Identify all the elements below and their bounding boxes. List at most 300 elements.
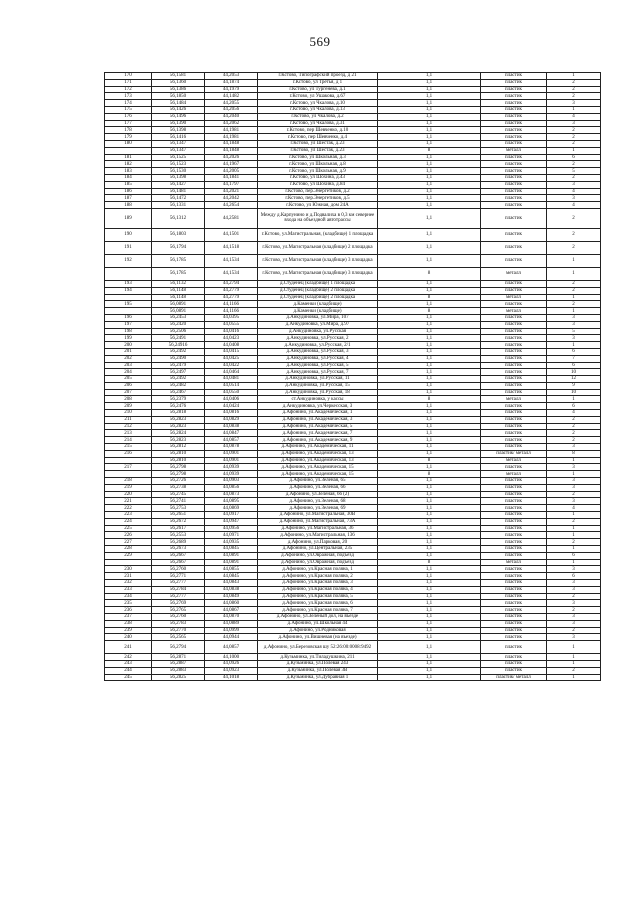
latitude: 56,0891	[152, 308, 205, 315]
latitude: 56,0891	[152, 301, 205, 308]
table-row	[105, 430, 601, 437]
material: пластик	[481, 195, 547, 202]
longitude: 44,1518	[205, 241, 258, 254]
material: металл	[481, 396, 547, 403]
longitude: 44,0947	[205, 518, 258, 525]
container-count: 10	[547, 369, 601, 376]
row-number: 179	[105, 134, 152, 141]
material: пластик	[481, 202, 547, 209]
longitude: 44,0555	[205, 321, 258, 328]
latitude: 56,2479	[152, 362, 205, 369]
latitude: 56,2753	[152, 505, 205, 512]
latitude: 56,1472	[152, 195, 205, 202]
table-row	[105, 559, 601, 566]
row-number: 203	[105, 362, 152, 369]
longitude: 44,1979	[205, 86, 258, 93]
longitude: 44,0843	[205, 580, 258, 587]
address: д.Афонино, ул.Зеленый дол, на въезде	[258, 613, 378, 620]
address: д.Афонино, ул.Зеленая, 69	[258, 505, 378, 512]
material: пластик	[481, 613, 547, 620]
volume: 1,1	[378, 512, 481, 519]
latitude: 56,2420	[152, 321, 205, 328]
volume: 1,1	[378, 348, 481, 355]
address: д.Афонино, ул.Овражная, подъезд	[258, 559, 378, 566]
volume: 1,1	[378, 416, 481, 423]
volume: 1,1	[378, 376, 481, 383]
row-number: 215	[105, 444, 152, 451]
row-number: 195	[105, 301, 152, 308]
material: металл	[481, 147, 547, 154]
material: пластик	[481, 208, 547, 228]
table-row	[105, 512, 601, 519]
latitude: 56,2825	[152, 674, 205, 681]
row-number: 189	[105, 208, 152, 228]
row-number: 225	[105, 525, 152, 532]
address: д.Афонино, ул.Академическая, 3	[258, 416, 378, 423]
volume: 1,1	[378, 106, 481, 113]
address: д.Афонино, ул.Академическая, 15	[258, 464, 378, 471]
longitude: 44,0415	[205, 348, 258, 355]
material: пластик	[481, 464, 547, 471]
volume: 1,1	[378, 444, 481, 451]
row-number: 219	[105, 484, 152, 491]
table-row	[105, 335, 601, 342]
address: г.Кстово, пер.Энергетиков, д.5	[258, 195, 378, 202]
material: пластик	[481, 335, 547, 342]
address: д.Каменки (кладбище)	[258, 301, 378, 308]
volume: 1,1	[378, 660, 481, 667]
container-count: 1	[547, 267, 601, 280]
row-number: 229	[105, 552, 152, 559]
latitude: 56,1427	[152, 181, 205, 188]
container-count: 1	[547, 660, 601, 667]
container-count: 2	[547, 93, 601, 100]
row-number: 221	[105, 498, 152, 505]
volume: 1,1	[378, 328, 481, 335]
material: пластик	[481, 498, 547, 505]
address: г.Кстово, ул Тургенева, д.1	[258, 86, 378, 93]
address: Между д.Карпунино и д.Подвалиха в 0,3 км севернее входа на объездной автотрассы	[258, 208, 378, 228]
address: д.Студенец (кладбище) 1 площадка	[258, 280, 378, 287]
container-count: 1	[547, 396, 601, 403]
row-number: 193	[105, 280, 152, 287]
material: пластик	[481, 437, 547, 444]
address: г.Кстово, ул Шестак, д.23	[258, 147, 378, 154]
volume: 1,1	[378, 113, 481, 120]
material: пластик	[481, 241, 547, 254]
material: пластик	[481, 382, 547, 389]
address: д.Афонино, ул.Вишневая (на въезде)	[258, 634, 378, 641]
table-row	[105, 106, 601, 113]
volume: 1,1	[378, 369, 481, 376]
volume: 1,1	[378, 120, 481, 127]
latitude: 56,1803	[152, 228, 205, 241]
volume: 1,1	[378, 321, 481, 328]
material: пластик	[481, 127, 547, 134]
volume: 1,1	[378, 362, 481, 369]
address: д.Анкудиновка, ул.Мира, 107	[258, 314, 378, 321]
container-count: 2	[547, 287, 601, 294]
volume: 1,1	[378, 546, 481, 553]
address: ст.Анкудиновка, у кассы	[258, 396, 378, 403]
volume: 1,1	[378, 430, 481, 437]
table-row	[105, 396, 601, 403]
container-count: 2	[547, 208, 601, 228]
address: д.Афонино, ул.Школьная 44	[258, 620, 378, 627]
latitude: 56,2506	[152, 328, 205, 335]
table-row	[105, 202, 601, 209]
row-number	[105, 294, 152, 301]
row-number	[105, 559, 152, 566]
row-number: 211	[105, 416, 152, 423]
volume: 1,1	[378, 484, 481, 491]
container-count: 3	[547, 478, 601, 485]
row-number: 198	[105, 328, 152, 335]
container-count: 1	[547, 308, 601, 315]
table-row	[105, 607, 601, 614]
material: пластик	[481, 546, 547, 553]
latitude: 56,1525	[152, 154, 205, 161]
material: пластик	[481, 73, 547, 80]
longitude: 44,2055	[205, 100, 258, 107]
latitude: 56,2497	[152, 369, 205, 376]
volume: 1,1	[378, 355, 481, 362]
longitude: 44,0849	[205, 593, 258, 600]
container-count: 2	[547, 593, 601, 600]
longitude: 44,0406	[205, 396, 258, 403]
volume: 1,1	[378, 254, 481, 267]
table-row	[105, 613, 601, 620]
table-row	[105, 600, 601, 607]
table-row	[105, 301, 601, 308]
address: д.Анкудиновка, ул.Русская, 18	[258, 389, 378, 396]
row-number: 200	[105, 342, 152, 349]
longitude: 44,0550	[205, 389, 258, 396]
table-row	[105, 491, 601, 498]
latitude: 56,2770	[152, 627, 205, 634]
material: пластик	[481, 228, 547, 241]
container-count: 3	[547, 580, 601, 587]
container-count: 2	[547, 86, 601, 93]
container-count: 3	[547, 314, 601, 321]
table-row	[105, 505, 601, 512]
volume: 8	[378, 559, 481, 566]
volume: 1,1	[378, 518, 481, 525]
longitude: 44,1534	[205, 267, 258, 280]
latitude: 56,2823	[152, 423, 205, 430]
row-number: 170	[105, 73, 152, 80]
longitude: 44,0838	[205, 586, 258, 593]
row-number: 240	[105, 634, 152, 641]
material: пластик	[481, 154, 547, 161]
material: пластик	[481, 430, 547, 437]
latitude: 56,2810	[152, 457, 205, 464]
row-number: 244	[105, 667, 152, 674]
latitude: 56,2490	[152, 355, 205, 362]
table-row	[105, 627, 601, 634]
address: д.Анкудиновка, ул.Русская, 3	[258, 348, 378, 355]
table-row	[105, 93, 601, 100]
material: металл	[481, 267, 547, 280]
table-row	[105, 280, 601, 287]
latitude: 56,2617	[152, 525, 205, 532]
row-number: 233	[105, 586, 152, 593]
container-count: 2	[547, 539, 601, 546]
longitude: 44,0870	[205, 613, 258, 620]
volume: 1,1	[378, 539, 481, 546]
material: пластик	[481, 532, 547, 539]
table-row	[105, 308, 601, 315]
material: пластик	[481, 566, 547, 573]
container-count: 12	[547, 376, 601, 383]
table-row	[105, 267, 601, 280]
address: г.Кстово, ул Шохина, д.43	[258, 174, 378, 181]
latitude: 56,2467	[152, 389, 205, 396]
container-count: 3	[547, 120, 601, 127]
table-row	[105, 287, 601, 294]
container-count: 1	[547, 147, 601, 154]
longitude: 44,0424	[205, 403, 258, 410]
container-count: 1	[547, 559, 601, 566]
register-table	[104, 72, 601, 681]
latitude: 56,1426	[152, 106, 205, 113]
latitude: 56,1523	[152, 161, 205, 168]
table-row	[105, 464, 601, 471]
material: пластик	[481, 423, 547, 430]
latitude: 56,2738	[152, 484, 205, 491]
material: пластик	[481, 362, 547, 369]
address: д.Анкудиновка, ул.Мира, д.97	[258, 321, 378, 328]
container-count: 3	[547, 586, 601, 593]
container-count: 2	[547, 437, 601, 444]
row-number: 188	[105, 202, 152, 209]
table-row	[105, 654, 601, 661]
material: пластик	[481, 254, 547, 267]
table-row	[105, 208, 601, 228]
volume: 1,1	[378, 154, 481, 161]
table-row	[105, 444, 601, 451]
address: г.Кстово, ул Шестак, д.23	[258, 140, 378, 147]
latitude: 56,2798	[152, 464, 205, 471]
longitude: 44,0939	[205, 464, 258, 471]
container-count: 1	[547, 654, 601, 661]
address: д.Студенец (кладбище) 2 площадка	[258, 287, 378, 294]
longitude: 44,1166	[205, 301, 258, 308]
longitude: 44,0867	[205, 607, 258, 614]
address: д.Афонино, ул.Березовская шу 52:26:00:0008:9492	[258, 641, 378, 654]
material: пластик	[481, 369, 547, 376]
material: пластик	[481, 627, 547, 634]
address: г.Кстово, пер Шевченко, д.4	[258, 134, 378, 141]
row-number: 181	[105, 154, 152, 161]
row-number: 234	[105, 593, 152, 600]
volume: 1,1	[378, 208, 481, 228]
address: д.Афонино, ул.Парковая, 20	[258, 539, 378, 546]
container-count: 3	[547, 321, 601, 328]
longitude: 44,0903	[205, 478, 258, 485]
address: г.Кстово, ул Чкалова, д.10	[258, 100, 378, 107]
container-count: 2	[547, 301, 601, 308]
container-count: 2	[547, 161, 601, 168]
material: пластик	[481, 660, 547, 667]
table-row	[105, 580, 601, 587]
volume: 1,1	[378, 586, 481, 593]
volume: 1,1	[378, 613, 481, 620]
material: пластик	[481, 106, 547, 113]
table-row	[105, 294, 601, 301]
latitude: 56,1794	[152, 241, 205, 254]
row-number: 186	[105, 188, 152, 195]
table-row	[105, 348, 601, 355]
row-number: 241	[105, 641, 152, 654]
volume: 1,1	[378, 464, 481, 471]
table-row	[105, 450, 601, 457]
latitude: 56,1148	[152, 287, 205, 294]
container-count: 4	[547, 202, 601, 209]
address: д.Афонино, ул.Зеленая, 65	[258, 478, 378, 485]
container-count: 1	[547, 471, 601, 478]
latitude: 56,24916	[152, 342, 205, 349]
latitude: 56,2741	[152, 498, 205, 505]
table-row	[105, 342, 601, 349]
address: д.Афонино, ул.Красная поляна, 2	[258, 573, 378, 580]
table-row	[105, 471, 601, 478]
material: пластик	[481, 113, 547, 120]
material: пластик	[481, 539, 547, 546]
material: металл	[481, 308, 547, 315]
longitude: 44,0856	[205, 484, 258, 491]
material: пластик	[481, 120, 547, 127]
material: пластик	[481, 301, 547, 308]
address: г.Кстово, ул Школьная, д.8	[258, 161, 378, 168]
volume: 8	[378, 308, 481, 315]
container-count: 2	[547, 140, 601, 147]
address: д.Афонино, ул.Овражная, подъезд	[258, 552, 378, 559]
container-count: 2	[547, 491, 601, 498]
row-number: 208	[105, 396, 152, 403]
row-number: 222	[105, 505, 152, 512]
row-number: 237	[105, 613, 152, 620]
longitude: 44,0939	[205, 471, 258, 478]
material: металл	[481, 559, 547, 566]
longitude: 44,2053	[205, 73, 258, 80]
latitude: 56,1530	[152, 168, 205, 175]
address: г.Кстово, Типографский проезд, д 21	[258, 73, 378, 80]
container-count: 3	[547, 444, 601, 451]
table-row	[105, 241, 601, 254]
address: д.Афонино, ул.Магистральная, 73А	[258, 518, 378, 525]
address: д.Кузьминка, ул.Дубравная 1	[258, 674, 378, 681]
table-row	[105, 174, 601, 181]
register-table-body	[105, 73, 601, 681]
longitude: 44,1797	[205, 181, 258, 188]
table-row	[105, 328, 601, 335]
longitude: 44,2062	[205, 120, 258, 127]
container-count: 9	[547, 382, 601, 389]
volume: 1,1	[378, 195, 481, 202]
volume: 1,1	[378, 654, 481, 661]
material: пластик	[481, 512, 547, 519]
table-row	[105, 181, 601, 188]
longitude: 44,1482	[205, 93, 258, 100]
latitude: 56,1390	[152, 120, 205, 127]
volume: 1,1	[378, 342, 481, 349]
volume: 1,1	[378, 100, 481, 107]
longitude: 44,0464	[205, 369, 258, 376]
table-row	[105, 552, 601, 559]
longitude: 44,0901	[205, 457, 258, 464]
row-number: 194	[105, 287, 152, 294]
latitude: 56,1347	[152, 147, 205, 154]
table-row	[105, 403, 601, 410]
address: д.Афонино, ул.Красная поляна, 3	[258, 580, 378, 587]
container-count: 4	[547, 188, 601, 195]
longitude: 44,0889	[205, 620, 258, 627]
latitude: 56,2760	[152, 613, 205, 620]
table-row	[105, 410, 601, 417]
address: г.Кстово, ул.Магистральная (кладбище) 3 площадка	[258, 267, 378, 280]
longitude: 44,0935	[205, 539, 258, 546]
material: пластик	[481, 174, 547, 181]
material: пластик	[481, 505, 547, 512]
container-count: 2	[547, 430, 601, 437]
longitude: 44,1967	[205, 161, 258, 168]
row-number: 226	[105, 532, 152, 539]
volume: 1,1	[378, 79, 481, 86]
row-number: 182	[105, 161, 152, 168]
material: пластик/ металл	[481, 450, 547, 457]
address: д.Анкудиновка, ул.Русская	[258, 328, 378, 335]
address: д.Афонино, ул.Академическая, 9	[258, 437, 378, 444]
row-number: 205	[105, 376, 152, 383]
row-number: 218	[105, 478, 152, 485]
table-row	[105, 593, 601, 600]
volume: 8	[378, 396, 481, 403]
table-row	[105, 376, 601, 383]
address: д.Афонино, ул.Красная поляна, 1	[258, 566, 378, 573]
longitude: 44,1000	[205, 654, 258, 661]
longitude: 44,0422	[205, 362, 258, 369]
longitude: 44,0923	[205, 667, 258, 674]
row-number: 178	[105, 127, 152, 134]
address: г.Кстово, ул Ушакова, д.67	[258, 93, 378, 100]
address: д.Афонино, ул.Академическая, 15	[258, 471, 378, 478]
material: пластик	[481, 376, 547, 383]
latitude: 56,2765	[152, 607, 205, 614]
latitude: 56,2810	[152, 450, 205, 457]
table-row	[105, 195, 601, 202]
address: г.Кстово, ул Третья, д 1	[258, 79, 378, 86]
latitude: 56,2784	[152, 586, 205, 593]
table-row	[105, 525, 601, 532]
volume: 1,1	[378, 228, 481, 241]
longitude: 44,0481	[205, 376, 258, 383]
volume: 1,1	[378, 478, 481, 485]
volume: 1,1	[378, 525, 481, 532]
container-count: 1	[547, 294, 601, 301]
volume: 1,1	[378, 280, 481, 287]
latitude: 56,2689	[152, 539, 205, 546]
row-number: 216	[105, 450, 152, 457]
longitude: 44,2042	[205, 195, 258, 202]
longitude: 44,0891	[205, 559, 258, 566]
container-count: 8	[547, 450, 601, 457]
material: пластик	[481, 654, 547, 661]
container-count: 5	[547, 328, 601, 335]
latitude: 56,1416	[152, 134, 205, 141]
material: пластик	[481, 416, 547, 423]
volume: 1,1	[378, 202, 481, 209]
